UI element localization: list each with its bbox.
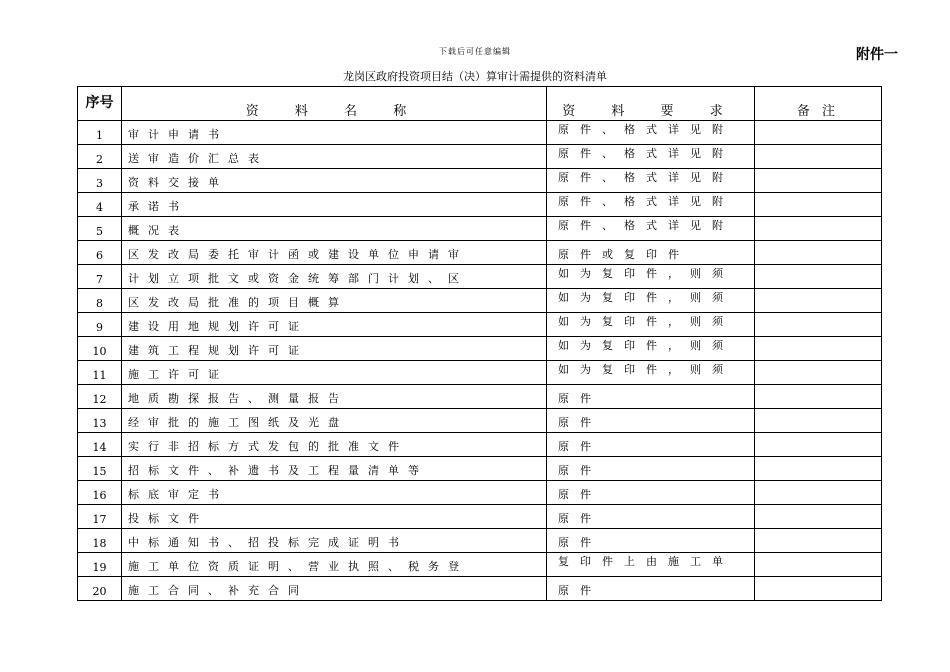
table-row (78, 433, 882, 457)
material-remark (755, 193, 882, 217)
table-row (78, 361, 882, 385)
material-name: 承诺书 (122, 193, 547, 217)
material-name: 投标文件 (122, 505, 547, 529)
material-remark (755, 313, 882, 337)
material-remark (755, 121, 882, 145)
row-number: 3 (78, 169, 122, 193)
material-requirement: 如为复印件，则须 (547, 361, 755, 385)
material-remark (755, 553, 882, 577)
table-row (78, 529, 882, 553)
material-name: 实行非招标方式发包的批准文件 (122, 433, 547, 457)
material-requirement: 原件 (547, 409, 755, 433)
material-requirement: 原件、格式详见附 (547, 169, 755, 193)
row-number: 15 (78, 457, 122, 481)
material-name: 区发改局委托审计函或建设单位申请审 (122, 241, 547, 265)
material-remark (755, 145, 882, 169)
table-row (78, 169, 882, 193)
material-remark (755, 505, 882, 529)
material-requirement: 如为复印件，则须 (547, 265, 755, 289)
row-number: 2 (78, 145, 122, 169)
table-row (78, 145, 882, 169)
material-name: 区发改局批准的项目概算 (122, 289, 547, 313)
row-number: 18 (78, 529, 122, 553)
row-number: 12 (78, 385, 122, 409)
row-number: 8 (78, 289, 122, 313)
row-number: 20 (78, 577, 122, 601)
material-name: 经审批的施工图纸及光盘 (122, 409, 547, 433)
row-number: 13 (78, 409, 122, 433)
material-remark (755, 385, 882, 409)
material-remark (755, 361, 882, 385)
material-requirement: 原件或复印件 (547, 241, 755, 265)
material-requirement: 原件 (547, 481, 755, 505)
material-name: 地质勘探报告、测量报告 (122, 385, 547, 409)
table-row (78, 457, 882, 481)
table-row (78, 217, 882, 241)
row-number: 7 (78, 265, 122, 289)
table-body (78, 121, 882, 601)
column-header-requirement: 资 料 要 求 (547, 87, 755, 121)
row-number: 6 (78, 241, 122, 265)
material-name: 标底审定书 (122, 481, 547, 505)
material-name: 计划立项批文或资金统筹部门计划、区 (122, 265, 547, 289)
material-remark (755, 337, 882, 361)
material-requirement: 原件 (547, 505, 755, 529)
row-number: 11 (78, 361, 122, 385)
material-name: 送审造价汇总表 (122, 145, 547, 169)
material-name: 资料交接单 (122, 169, 547, 193)
material-requirement: 原件 (547, 433, 755, 457)
materials-table (77, 86, 882, 601)
row-number: 19 (78, 553, 122, 577)
material-requirement: 原件、格式详见附 (547, 145, 755, 169)
table-row (78, 193, 882, 217)
material-remark (755, 217, 882, 241)
table-row (78, 553, 882, 577)
column-header-remark: 备 注 (755, 87, 882, 121)
material-requirement: 原件、格式详见附 (547, 193, 755, 217)
row-number: 10 (78, 337, 122, 361)
material-remark (755, 481, 882, 505)
material-name: 概况表 (122, 217, 547, 241)
material-remark (755, 577, 882, 601)
row-number: 4 (78, 193, 122, 217)
material-requirement: 复印件上由施工单 (547, 553, 755, 577)
material-remark (755, 169, 882, 193)
table-row (78, 265, 882, 289)
table-header-row (78, 87, 882, 121)
material-name: 施工合同、补充合同 (122, 577, 547, 601)
material-name: 施工许可证 (122, 361, 547, 385)
material-name: 建设用地规划许可证 (122, 313, 547, 337)
column-header-no: 序号 (78, 87, 122, 121)
material-requirement: 如为复印件，则须 (547, 313, 755, 337)
material-remark (755, 241, 882, 265)
material-name: 中标通知书、招投标完成证明书 (122, 529, 547, 553)
material-remark (755, 265, 882, 289)
table-row (78, 289, 882, 313)
material-name: 施工单位资质证明、营业执照、税务登 (122, 553, 547, 577)
material-requirement: 如为复印件，则须 (547, 337, 755, 361)
row-number: 17 (78, 505, 122, 529)
document-title: 龙岗区政府投资项目结（决）算审计需提供的资料清单 (343, 70, 607, 83)
table-row (78, 337, 882, 361)
material-requirement: 原件、格式详见附 (547, 217, 755, 241)
column-header-name: 资 料 名 称 (122, 87, 547, 121)
material-name: 审计申请书 (122, 121, 547, 145)
table-row (78, 241, 882, 265)
material-name: 建筑工程规划许可证 (122, 337, 547, 361)
row-number: 1 (78, 121, 122, 145)
top-note: 下载后可任意编辑 (439, 47, 511, 56)
row-number: 14 (78, 433, 122, 457)
material-remark (755, 409, 882, 433)
material-requirement: 原件 (547, 457, 755, 481)
material-remark (755, 289, 882, 313)
material-requirement: 如为复印件，则须 (547, 289, 755, 313)
table-row (78, 121, 882, 145)
material-remark (755, 457, 882, 481)
material-requirement: 原件 (547, 577, 755, 601)
table-row (78, 505, 882, 529)
material-requirement: 原件 (547, 529, 755, 553)
material-name: 招标文件、补遗书及工程量清单等 (122, 457, 547, 481)
material-requirement: 原件 (547, 385, 755, 409)
attachment-label: 附件一 (856, 47, 898, 63)
row-number: 9 (78, 313, 122, 337)
table-row (78, 313, 882, 337)
table-row (78, 409, 882, 433)
table-row (78, 481, 882, 505)
table-row (78, 577, 882, 601)
material-remark (755, 433, 882, 457)
material-requirement: 原件、格式详见附 (547, 121, 755, 145)
material-remark (755, 529, 882, 553)
table-row (78, 385, 882, 409)
row-number: 5 (78, 217, 122, 241)
row-number: 16 (78, 481, 122, 505)
